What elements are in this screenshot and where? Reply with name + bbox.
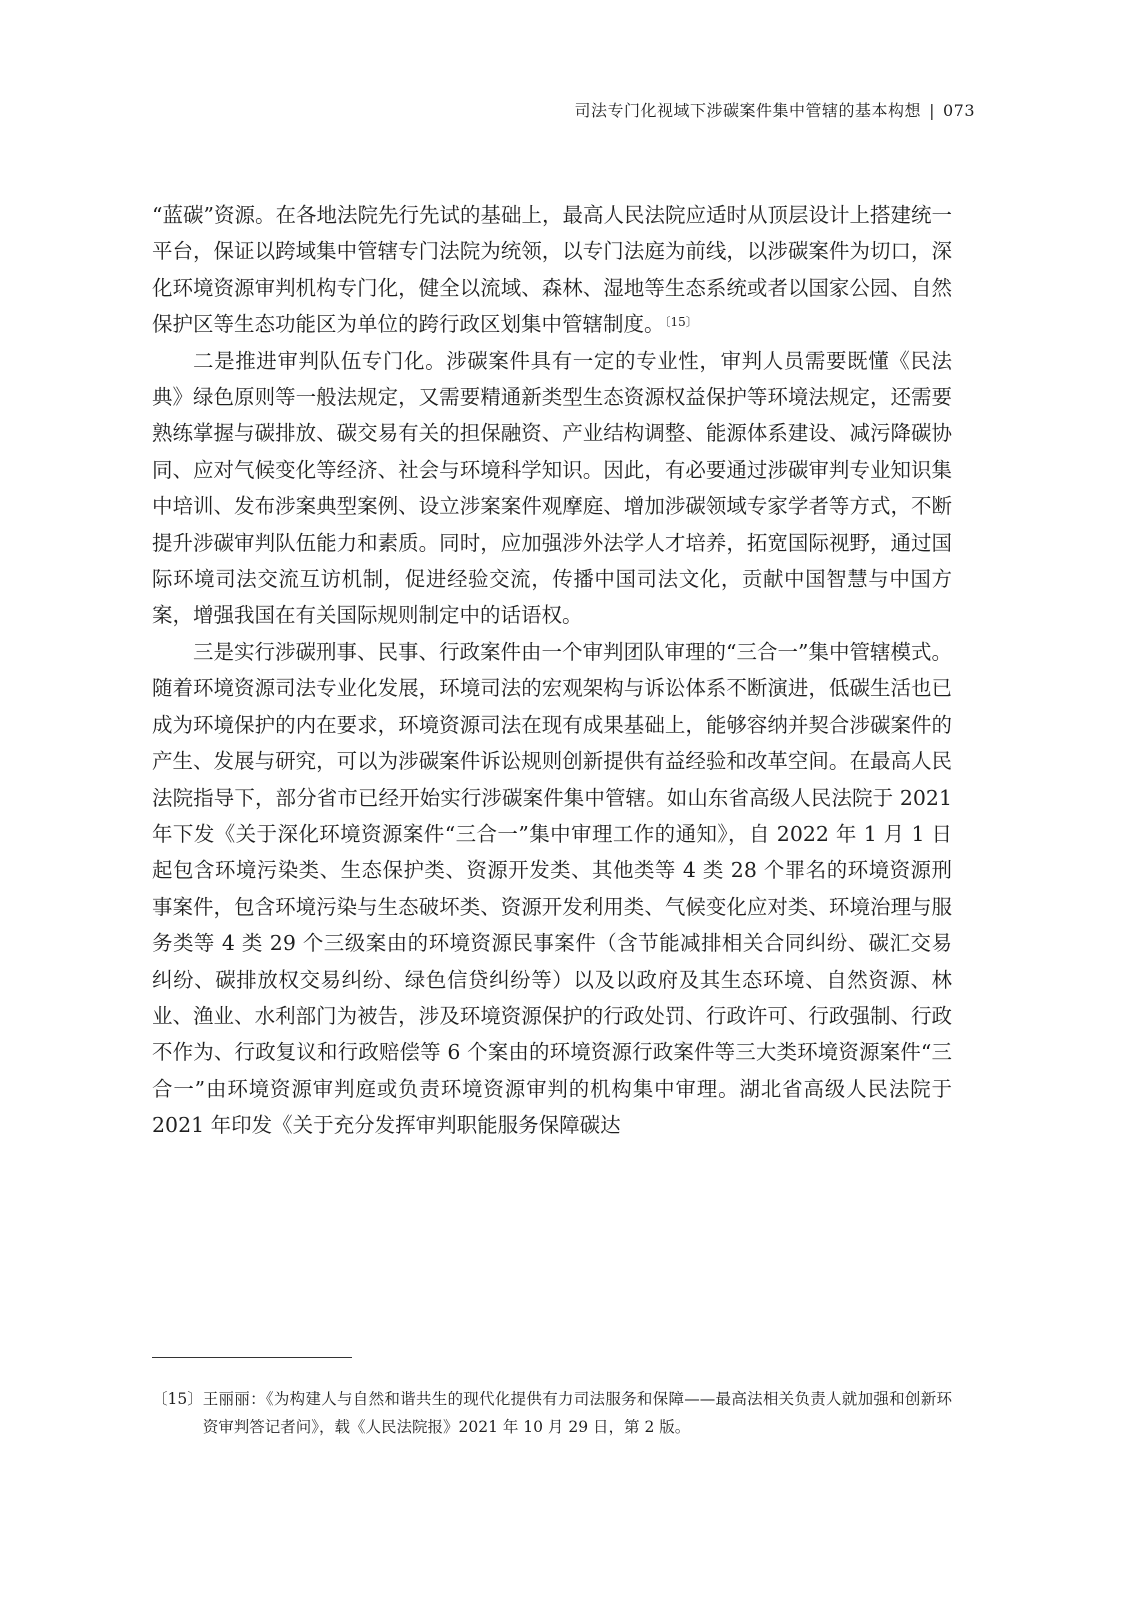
header-separator: |: [929, 101, 935, 120]
page-number: 073: [942, 101, 975, 120]
paragraph-1-text: “蓝碳”资源。在各地法院先行先试的基础上，最高人民法院应适时从顶层设计上搭建统一平台，保证以跨域集中管辖专门法院为统领，以专门法庭为前线，以涉碳案件为切口，深化环境资源审判机构专门化，健全以流域、森林、湿地等生态系统或者以国家公园、自然保护区等生态功能区为单位的跨行政区划集中管辖制度。: [152, 203, 952, 337]
paragraph-3: 三是实行涉碳刑事、民事、行政案件由一个审判团队审理的“三合一”集中管辖模式。随着环境资源司法专业化发展，环境司法的宏观架构与诉讼体系不断演进，低碳生活也已成为环境保护的内在要求，环境资源司法在现有成果基础上，能够容纳并契合涉碳案件的产生、发展与研究，可以为涉碳案件诉讼规则创新提供有益经验和改革空间。在最高人民法院指导下，部分省市已经开始实行涉碳案件集中管辖。如山东省高级人民法院于 2021 年下发《关于深化环境资源案件“三合一”集中审理工作的通知》，自 2022 年 1 月 1 日起包含环境污染类、生态保护类、资源开发类、其他类等 4 类 28 个罪名的环境资源刑事案件，包含环境污染与生态破坏类、资源开发利用类、气候变化应对类、环境治理与服务类等 4 类 29 个三级案由的环境资源民事案件（含节能减排相关合同纠纷、碳汇交易纠纷、碳排放权交易纠纷、绿色信贷纠纷等）以及以政府及其生态环境、自然资源、林业、渔业、水利部门为被告，涉及环境资源保护的行政处罚、行政许可、行政强制、行政不作为、行政复议和行政赔偿等 6 个案由的环境资源行政案件等三大类环境资源案件“三合一”由环境资源审判庭或负责环境资源审判的机构集中审理。湖北省高级人民法院于 2021 年印发《关于充分发挥审判职能服务保障碳达: [152, 639, 952, 1138]
paragraph-1: [152, 197, 952, 343]
footnotes: [152, 1385, 952, 1441]
body-text: [152, 197, 952, 1144]
footnote-ref-15[interactable]: 〔15〕: [664, 315, 698, 330]
footnote-item: [152, 1385, 952, 1441]
footnote-divider: [152, 1357, 352, 1358]
footnote-text: 王丽丽：《为构建人与自然和谐共生的现代化提供有力司法服务和保障——最高法相关负责人就加强和创新环资审判答记者问》，载《人民法院报》2021 年 10 月 29 日，第 2 版。: [202, 1390, 952, 1436]
running-title: 司法专门化视域下涉碳案件集中管辖的基本构想: [574, 101, 922, 120]
footnote-number: 〔15〕: [152, 1390, 203, 1408]
running-header: [575, 98, 975, 121]
paragraph-2: 二是推进审判队伍专门化。涉碳案件具有一定的专业性，审判人员需要既懂《民法典》绿色原则等一般法规定，又需要精通新类型生态资源权益保护等环境法规定，还需要熟练掌握与碳排放、碳交易有关的担保融资、产业结构调整、能源体系建设、减污降碳协同、应对气候变化等经济、社会与环境科学知识。因此，有必要通过涉碳审判专业知识集中培训、发布涉案典型案例、设立涉案案件观摩庭、增加涉碳领域专家学者等方式，不断提升涉碳审判队伍能力和素质。同时，应加强涉外法学人才培养，拓宽国际视野，通过国际环境司法交流互访机制，促进经验交流，传播中国司法文化，贡献中国智慧与中国方案，增强我国在有关国际规则制定中的话语权。: [152, 348, 952, 628]
